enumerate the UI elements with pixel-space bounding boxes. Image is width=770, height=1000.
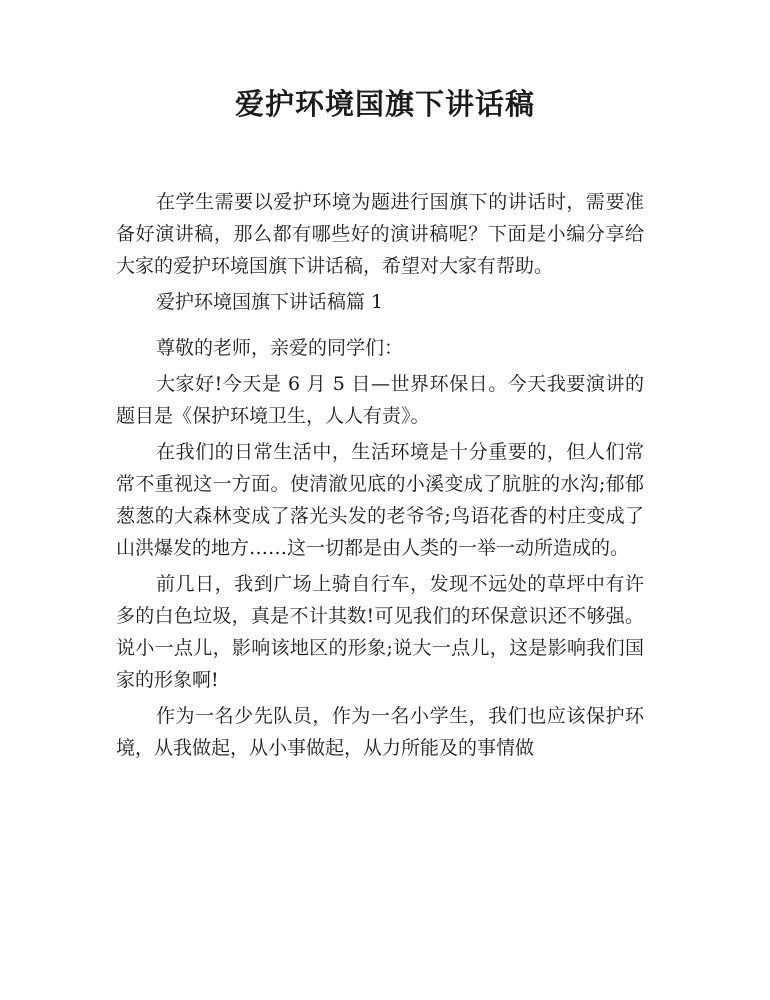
document-body	[116, 186, 644, 764]
paragraph-square: 前几日，我到广场上骑自行车，发现不远处的草坪中有许多的白色垃圾，真是不计其数!可见我们的环保意识还不够强。说小一点儿，影响该地区的形象;说大一点儿，这是影响我们国家的形象啊!	[116, 573, 644, 691]
paragraph-pioneer: 作为一名少先队员，作为一名小学生，我们也应该保护环境，从我做起，从小事做起，从力所能及的事情做	[116, 705, 644, 759]
paragraph-section-heading: 爱护环境国旗下讲话稿篇 1	[156, 291, 384, 313]
paragraph-intro: 在学生需要以爱护环境为题进行国旗下的讲话时，需要准备好演讲稿，那么都有哪些好的演讲稿呢？下面是小编分享给大家的爱护环境国旗下讲话稿，希望对大家有帮助。	[116, 191, 644, 277]
document-title: 爱护环境国旗下讲话稿	[234, 87, 535, 121]
paragraph-environment: 在我们的日常生活中，生活环境是十分重要的，但人们常常不重视这一方面。使清澈见底的小溪变成了肮脏的水沟;郁郁葱葱的大森林变成了落光头发的老爷爷;鸟语花香的村庄变成了山洪爆发的地方……这一切都是由人类的一举一动所造成的。	[116, 441, 644, 559]
paragraph-greeting: 大家好!今天是 6 月 5 日—世界环保日。今天我要演讲的题目是《保护环境卫生，人人有责》。	[116, 373, 644, 427]
paragraph-salutation: 尊敬的老师，亲爱的同学们：	[156, 337, 404, 359]
